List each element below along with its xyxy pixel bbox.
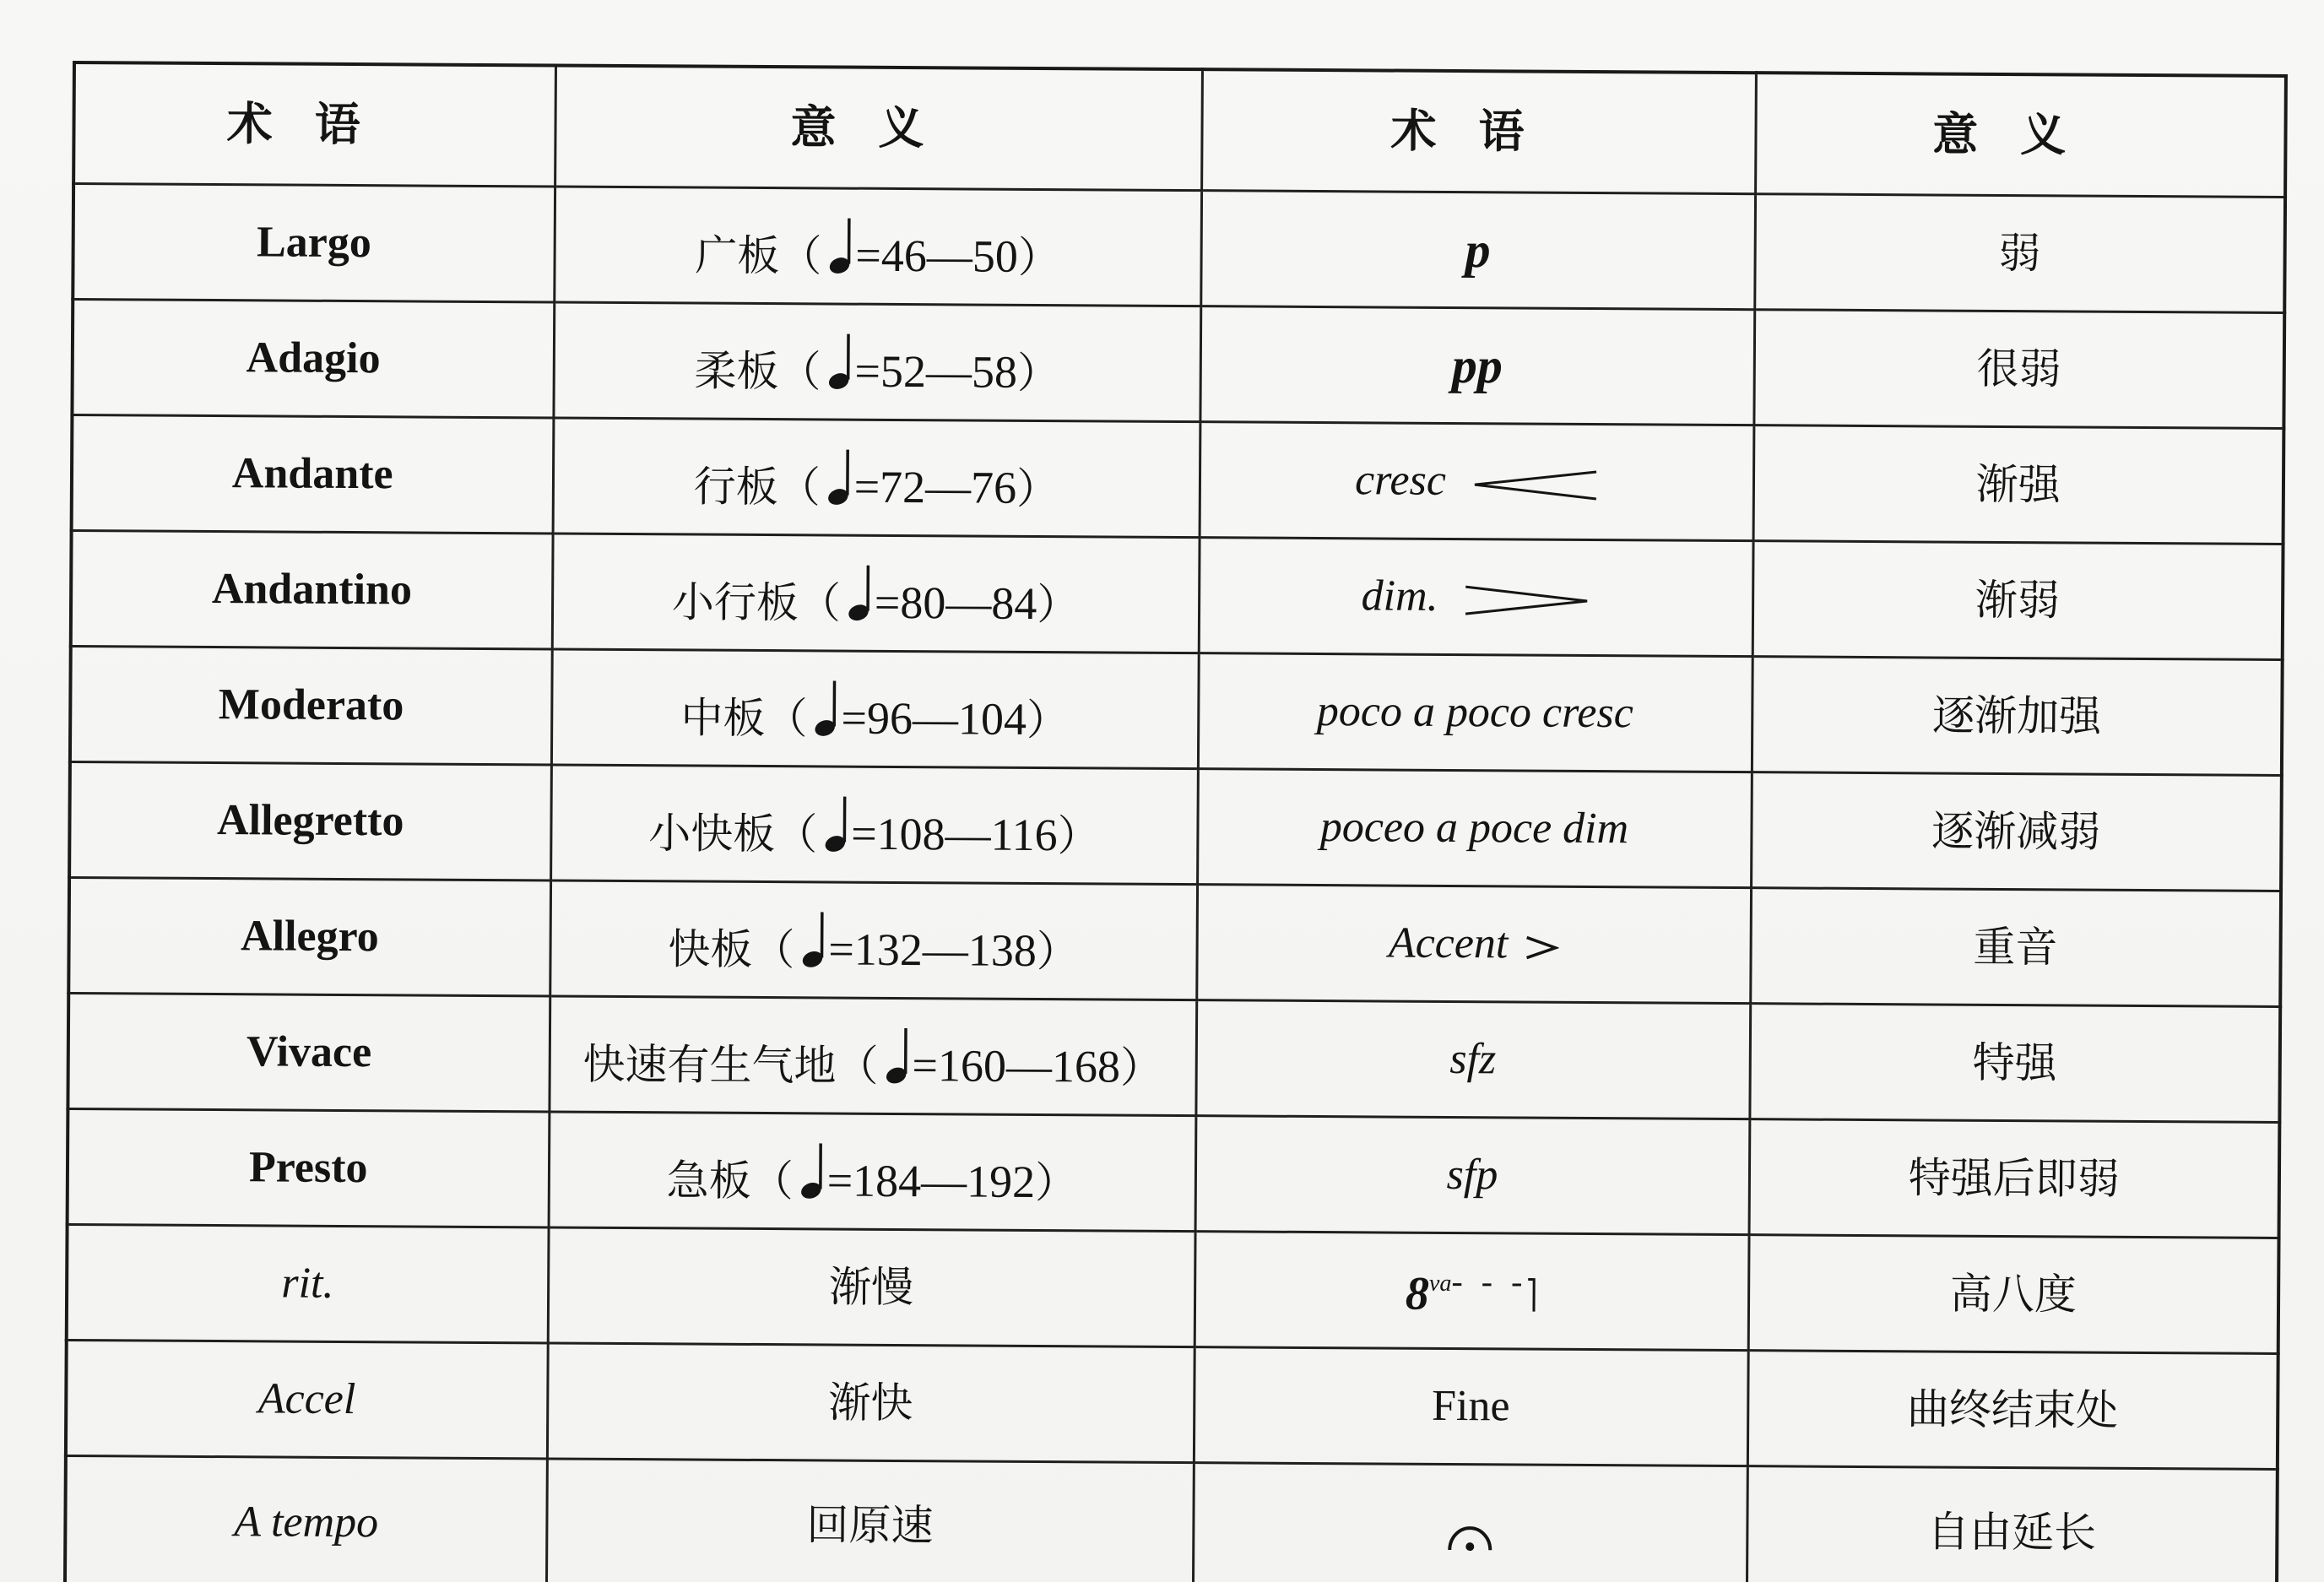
dynamic-term: pp — [1200, 306, 1754, 425]
bpm-range: =96—104 — [841, 692, 1027, 745]
bpm-range: =184—192 — [826, 1154, 1036, 1207]
tempo-term: Andante — [72, 415, 554, 534]
quarter-note-icon — [824, 330, 853, 391]
music-terms-table — [63, 61, 2288, 1582]
tempo-meaning: 渐快 — [547, 1343, 1195, 1463]
table-row — [70, 646, 2283, 775]
quarter-note-icon — [881, 1024, 910, 1085]
tempo-name: 行板（ — [693, 462, 821, 512]
tempo-name: 小行板（ — [671, 577, 842, 628]
quarter-note-icon — [797, 1140, 826, 1200]
tempo-term: Accel — [66, 1340, 548, 1458]
header-term-1: 术语 — [73, 62, 555, 187]
diminuendo-hairpin-icon — [1463, 582, 1590, 620]
dynamic-meaning: 逐渐减弱 — [1751, 772, 2282, 891]
tempo-meaning — [550, 765, 1198, 885]
table-row — [68, 1108, 2280, 1238]
bpm-range: =52—58 — [854, 345, 1018, 398]
table-row — [67, 1224, 2279, 1353]
bpm-range: =72—76 — [853, 461, 1017, 513]
dynamic-term: p — [1200, 191, 1755, 310]
dynamic-meaning: 特强 — [1749, 1004, 2280, 1123]
tempo-term: Presto — [68, 1108, 550, 1227]
tempo-term: Andantino — [71, 531, 553, 649]
table-row — [69, 761, 2282, 891]
table-row — [72, 415, 2284, 544]
dim-label: dim. — [1361, 572, 1438, 620]
accent-label: Accent — [1388, 918, 1509, 968]
dynamic-term — [1200, 422, 1754, 541]
bpm-range: =80—84 — [874, 577, 1037, 629]
tempo-meaning — [551, 649, 1199, 769]
tempo-term: Vivace — [68, 993, 550, 1111]
dynamic-term: sfz — [1195, 1000, 1750, 1119]
fermata-icon — [1444, 1511, 1495, 1553]
tempo-term: A tempo — [65, 1455, 547, 1582]
tempo-meaning — [549, 1112, 1196, 1232]
paren-close: ） — [1026, 695, 1070, 745]
music-terms-table-sheet — [63, 61, 2284, 1582]
tempo-name: 柔板（ — [694, 346, 821, 396]
dynamic-meaning: 高八度 — [1748, 1235, 2279, 1354]
dynamic-term — [1196, 885, 1751, 1004]
tempo-meaning — [549, 996, 1196, 1116]
quarter-note-icon — [798, 908, 826, 969]
header-row — [73, 62, 2286, 198]
dynamic-meaning: 渐弱 — [1752, 541, 2283, 660]
table-row — [68, 993, 2280, 1122]
dynamic-meaning: 弱 — [1754, 194, 2285, 313]
header-meaning-1: 意义 — [555, 65, 1202, 190]
table-row — [71, 531, 2283, 660]
table-row — [66, 1340, 2278, 1469]
quarter-note-icon — [825, 214, 853, 275]
dynamic-meaning: 自由延长 — [1747, 1466, 2278, 1582]
dynamic-term: poco a poco cresc — [1198, 653, 1752, 772]
fine-term: Fine — [1194, 1347, 1748, 1466]
header-term-2: 术语 — [1201, 69, 1756, 194]
tempo-meaning — [553, 302, 1200, 422]
ottava-superscript: va — [1428, 1270, 1452, 1297]
tempo-name: 广板（ — [695, 230, 822, 280]
tempo-meaning — [554, 187, 1201, 306]
bpm-range: =108—116 — [851, 808, 1058, 860]
tempo-term: Adagio — [72, 300, 554, 418]
quarter-note-icon — [821, 793, 849, 853]
accent-mark-icon — [1523, 935, 1558, 962]
table-row — [72, 300, 2284, 429]
tempo-term: Moderato — [70, 646, 552, 764]
paren-close: ） — [1016, 348, 1060, 398]
header-meaning-2: 意义 — [1755, 73, 2286, 197]
bpm-range: =160—168 — [912, 1039, 1121, 1092]
table-row — [65, 1455, 2278, 1582]
tempo-meaning: 回原速 — [546, 1459, 1194, 1582]
ottava-bracket-icon — [1527, 1276, 1537, 1313]
ottava-number: 8 — [1405, 1267, 1430, 1320]
paren-close: ） — [1034, 1157, 1078, 1207]
fermata-term — [1193, 1463, 1747, 1582]
tempo-meaning — [553, 418, 1200, 538]
table-row — [73, 184, 2285, 313]
dynamic-term: poceo a poce dim — [1197, 769, 1752, 888]
ottava-term — [1195, 1232, 1749, 1351]
paren-close: ） — [1057, 810, 1100, 860]
tempo-term: Allegro — [68, 877, 550, 995]
table-row — [68, 877, 2281, 1006]
paren-close: ） — [1119, 1043, 1163, 1092]
paren-close: ） — [1037, 579, 1080, 629]
paren-close: ） — [1016, 463, 1059, 513]
bpm-range: =132—138 — [828, 923, 1037, 976]
tempo-meaning: 渐慢 — [548, 1227, 1195, 1347]
tempo-name: 中板（ — [680, 692, 808, 743]
bpm-range: =46—50 — [855, 230, 1019, 282]
dynamic-meaning: 渐强 — [1753, 425, 2284, 544]
tempo-term: rit. — [67, 1224, 549, 1342]
crescendo-hairpin-icon — [1471, 466, 1598, 504]
tempo-name: 小快板（ — [648, 808, 818, 859]
quarter-note-icon — [824, 446, 853, 507]
cresc-label: cresc — [1354, 456, 1447, 505]
tempo-name: 快板（ — [668, 924, 795, 974]
tempo-name: 快速有生气地（ — [582, 1039, 879, 1091]
tempo-name: 急板（ — [666, 1155, 794, 1205]
dynamic-meaning: 逐渐加强 — [1752, 657, 2283, 776]
quarter-note-icon — [810, 677, 839, 738]
dynamic-term — [1199, 538, 1753, 657]
dynamic-meaning: 曲终结束处 — [1747, 1351, 2278, 1470]
dynamic-meaning: 特强后即弱 — [1749, 1119, 2280, 1238]
quarter-note-icon — [844, 561, 873, 622]
ottava-dashes: - - - — [1451, 1261, 1528, 1301]
dynamic-meaning: 很弱 — [1753, 310, 2284, 429]
dynamic-meaning: 重音 — [1750, 888, 2281, 1007]
tempo-meaning — [552, 534, 1200, 653]
paren-close: ） — [1036, 926, 1079, 976]
tempo-term: Allegretto — [69, 761, 551, 880]
dynamic-term: sfp — [1195, 1116, 1750, 1235]
tempo-term: Largo — [73, 184, 555, 302]
tempo-meaning — [550, 880, 1197, 1000]
paren-close: ） — [1017, 232, 1061, 282]
